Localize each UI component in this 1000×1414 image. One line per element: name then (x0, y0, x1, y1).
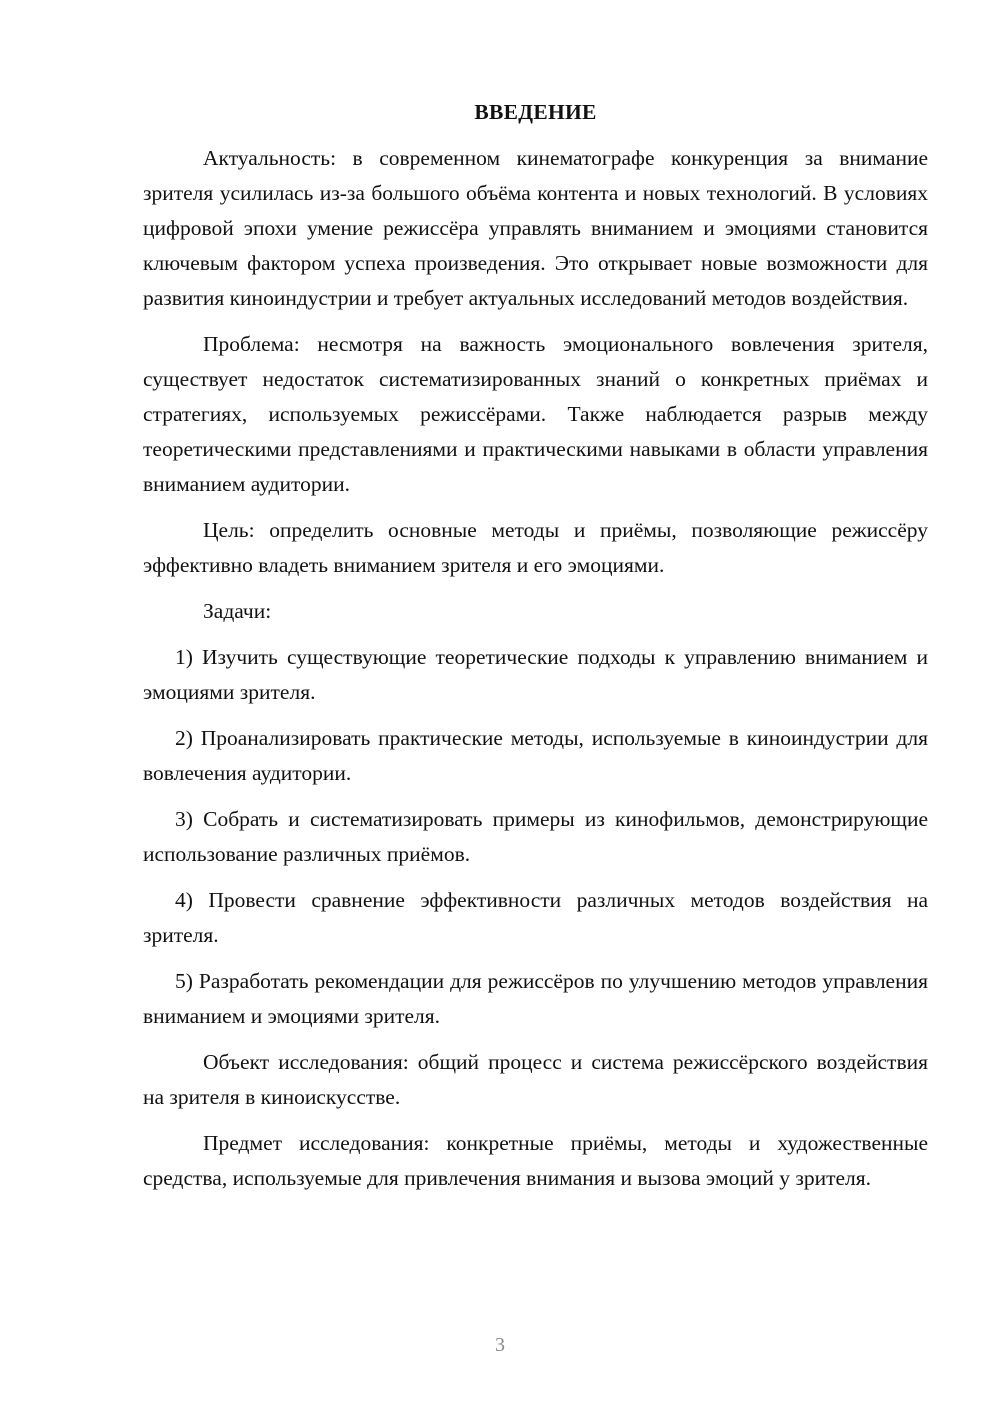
paragraph-relevance: Актуальность: в современном кинематографе конкуренция за внимание зрителя усилилась из-за большого объёма контента и новых технологий. В условиях цифровой эпохи умение режиссёра управлять вниманием и эмоциями становится ключевым фактором успеха произведения. Это открывает новые возможности для развития киноиндустрии и требует актуальных исследований методов воздействия. (143, 146, 928, 310)
paragraph-goal: Цель: определить основные методы и приёмы, позволяющие режиссёру эффективно владеть вниманием зрителя и его эмоциями. (143, 518, 928, 577)
paragraph-object: Объект исследования: общий процесс и система режиссёрского воздействия на зрителя в киноискусстве. (143, 1050, 928, 1109)
document-page (143, 96, 928, 1207)
task-item: 1) Изучить существующие теоретические подходы к управлению вниманием и эмоциями зрителя. (143, 645, 928, 704)
page-number: 3 (495, 1334, 505, 1356)
task-item: 4) Провести сравнение эффективности различных методов воздействия на зрителя. (143, 888, 928, 947)
task-item: 2) Проанализировать практические методы, используемые в киноиндустрии для вовлечения аудитории. (143, 726, 928, 785)
paragraph-problem: Проблема: несмотря на важность эмоционального вовлечения зрителя, существует недостаток систематизированных знаний о конкретных приёмах и стратегиях, используемых режиссёрами. Также наблюдается разрыв между теоретическими представлениями и практическими навыками в области управления вниманием аудитории. (143, 332, 928, 496)
section-title: ВВЕДЕНИЕ (474, 100, 597, 124)
task-item: 3) Собрать и систематизировать примеры из кинофильмов, демонстрирующие использование различных приёмов. (143, 807, 928, 866)
paragraph-tasks-heading: Задачи: (203, 599, 272, 623)
paragraph-subject: Предмет исследования: конкретные приёмы, методы и художественные средства, используемые для привлечения внимания и вызова эмоций у зрителя. (143, 1131, 928, 1190)
task-item: 5) Разработать рекомендации для режиссёров по улучшению методов управления вниманием и эмоциями зрителя. (143, 969, 928, 1028)
